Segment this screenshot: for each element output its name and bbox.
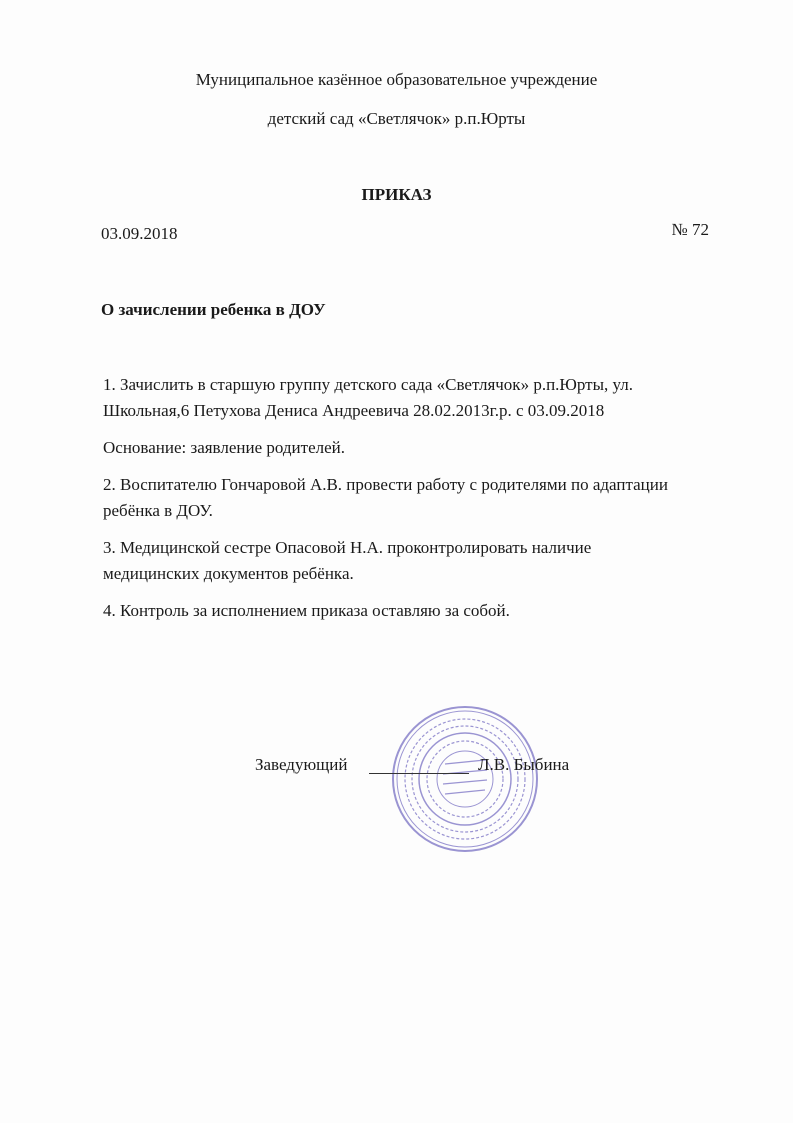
paragraph-2-line-1: 2. Воспитателю Гончаровой А.В. провести работу с родителями по адаптации (103, 475, 668, 494)
document-title: ПРИКАЗ (361, 185, 432, 204)
signer-name: Л.В. Быбина (478, 755, 570, 774)
order-subject: О зачислении ребенка в ДОУ (101, 300, 326, 319)
paragraph-4: 4. Контроль за исполнением приказа оставляю за собой. (103, 601, 510, 620)
order-number: № 72 (671, 220, 709, 239)
paragraph-2-line-2: ребёнка в ДОУ. (103, 501, 213, 520)
header-line-2: детский сад «Светлячок» р.п.Юрты (267, 109, 526, 128)
paragraph-3-line-1: 3. Медицинской сестре Опасовой Н.А. проконтролировать наличие (103, 538, 592, 557)
header-line-1: Муниципальное казённое образовательное учреждение (195, 70, 598, 89)
paragraph-1-line-2: Школьная,6 Петухова Дениса Андреевича 28.02.2013г.р. с 03.09.2018 (103, 401, 605, 420)
signature-line (369, 773, 469, 774)
signer-position: Заведующий (255, 755, 348, 774)
paragraph-1-line-1: 1. Зачислить в старшую группу детского сада «Светлячок» р.п.Юрты, ул. (103, 375, 634, 394)
paragraph-3-line-2: медицинских документов ребёнка. (103, 564, 354, 583)
official-seal (390, 704, 540, 854)
basis-line: Основание: заявление родителей. (103, 438, 345, 457)
order-date: 03.09.2018 (101, 224, 178, 243)
